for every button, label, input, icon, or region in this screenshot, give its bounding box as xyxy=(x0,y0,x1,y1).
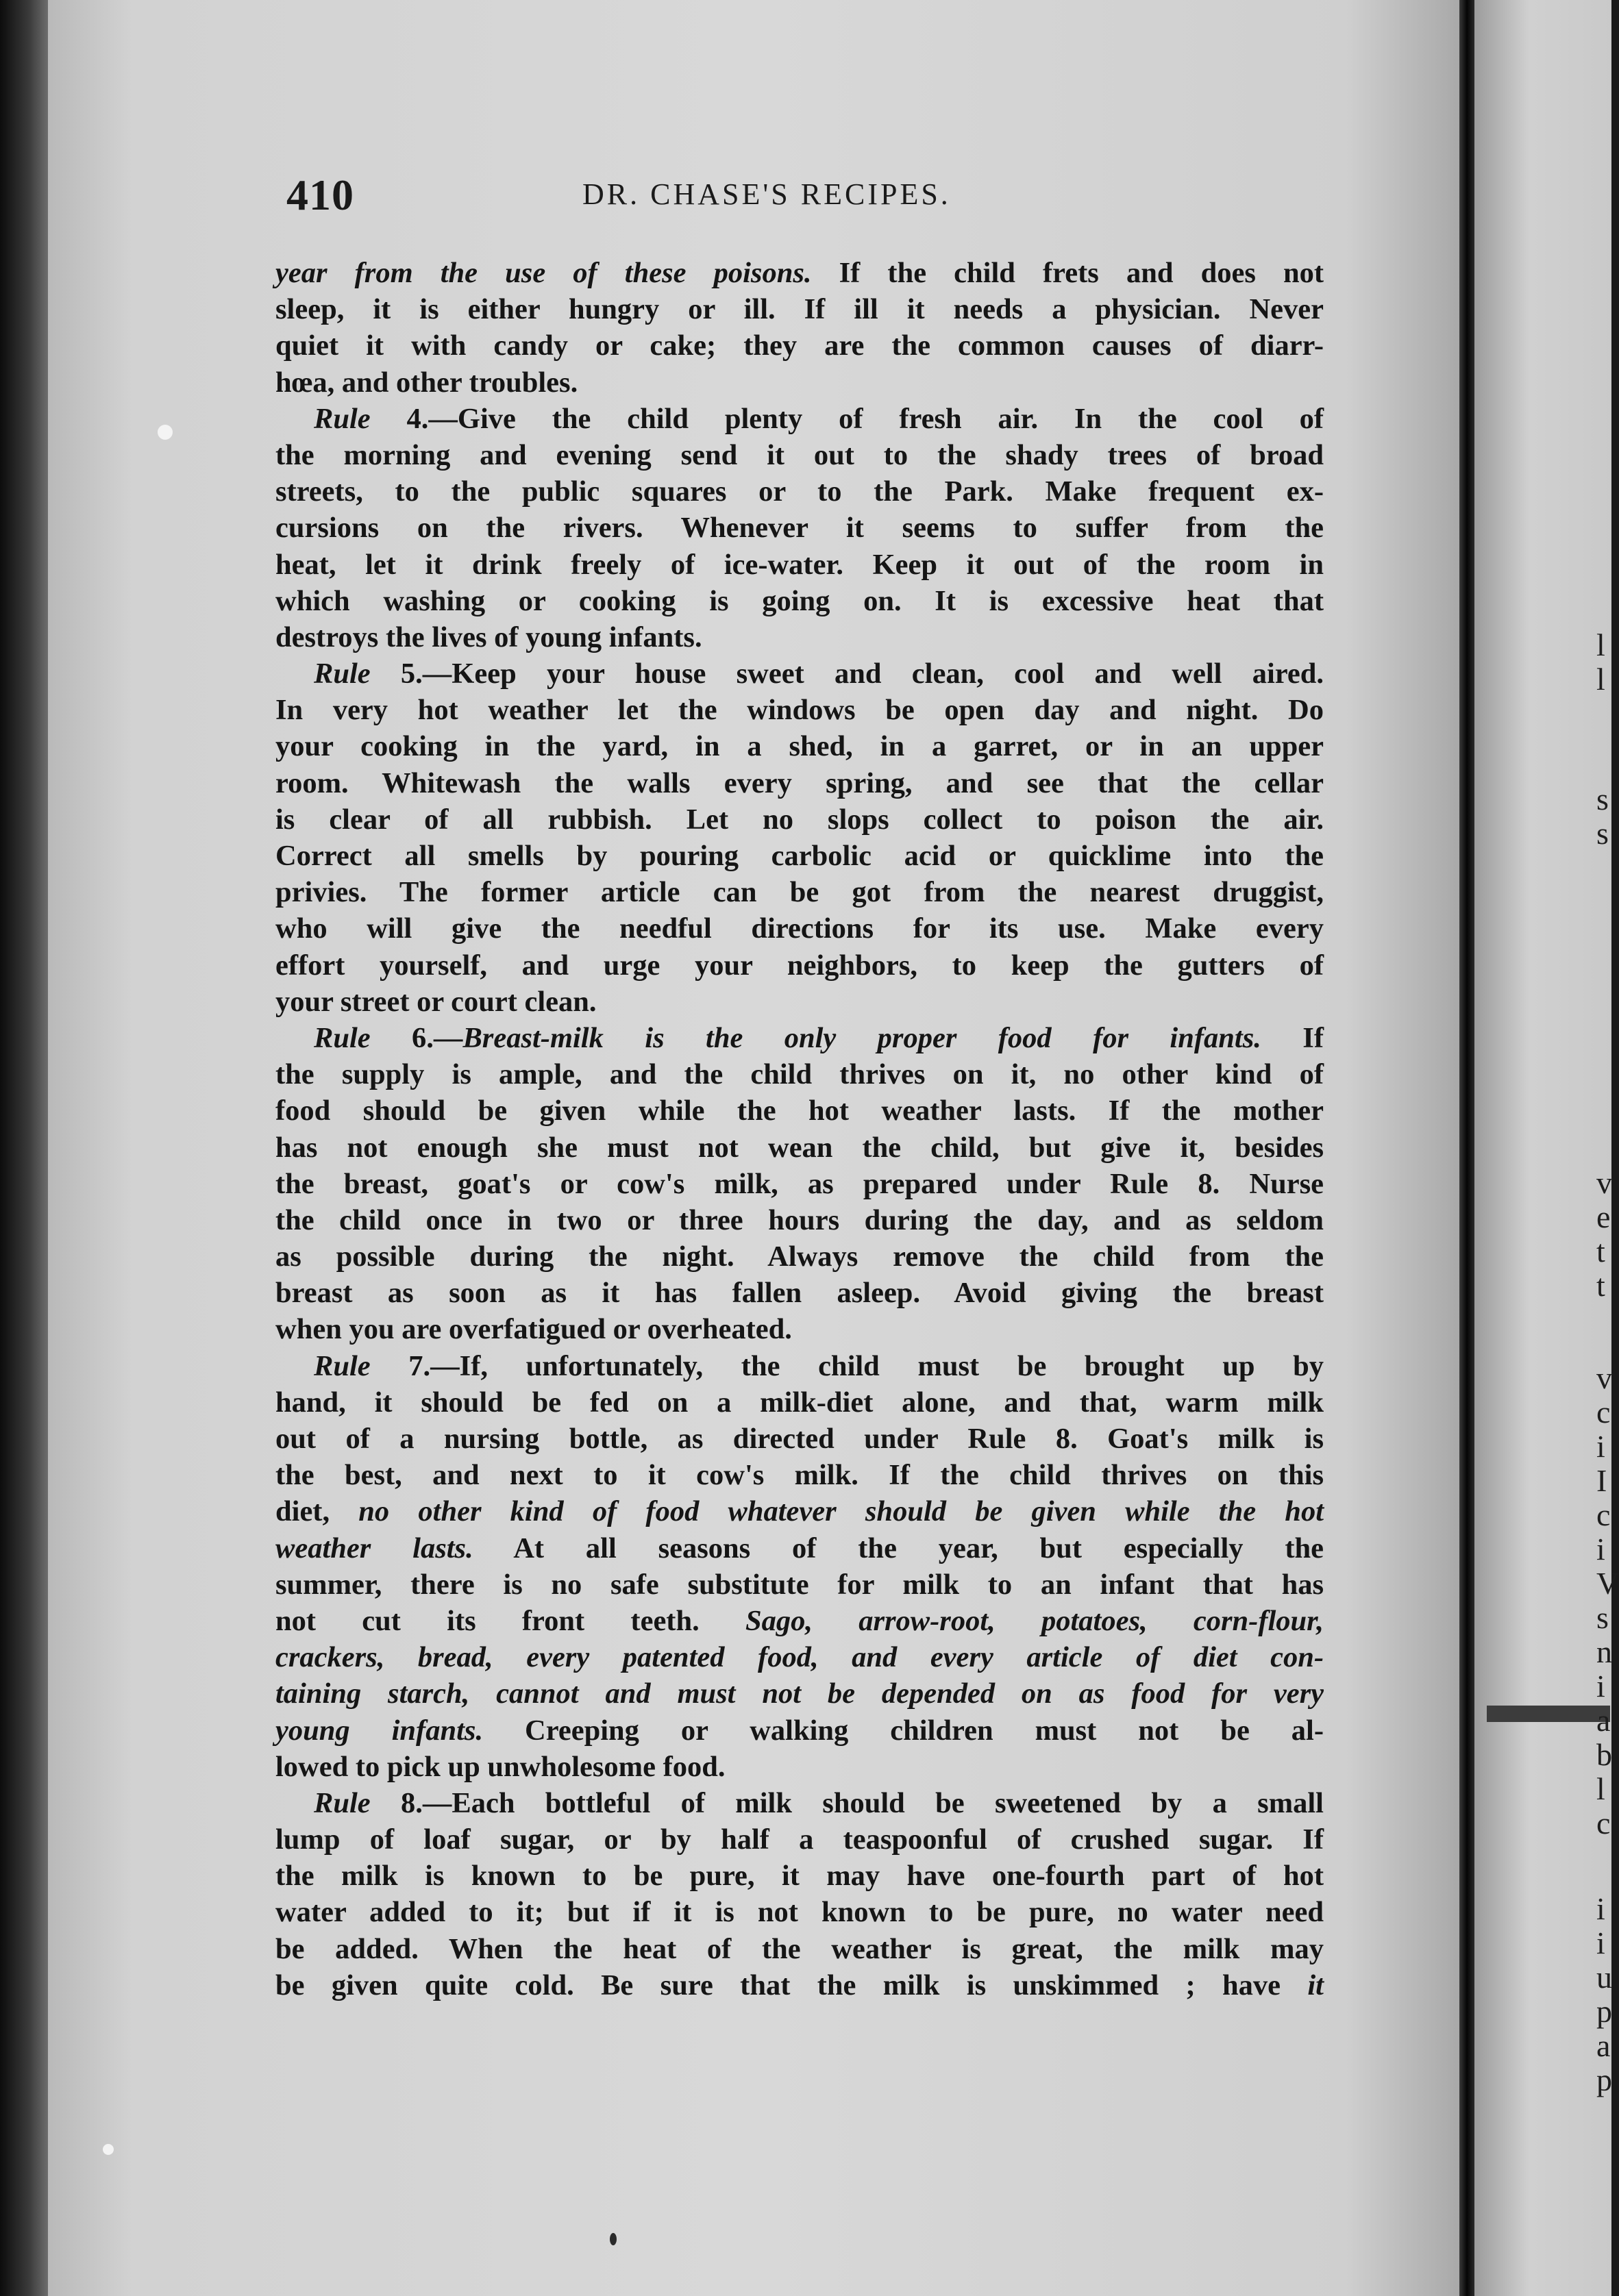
text-segment: food should be given while the hot weather lasts. If the mother xyxy=(275,1095,1324,1127)
adjacent-page-letter: l xyxy=(1596,627,1605,662)
text-segment: the best, and next to it cow's milk. If the child thrives on this xyxy=(275,1459,1324,1492)
text-segment: is clear of all rubbish. Let no slops collect to poison the air. xyxy=(275,803,1324,836)
text-segment: the milk is known to be pure, it may have one-fourth part of hot xyxy=(275,1860,1324,1893)
text-line xyxy=(275,1712,1324,1749)
text-segment: 8.—Each bottleful of milk should be sweetened by a small xyxy=(370,1786,1324,1819)
italic-text-segment: Rule xyxy=(314,1786,371,1819)
adjacent-page-letter: a xyxy=(1596,1703,1611,1738)
text-line xyxy=(275,1093,1324,1129)
text-line xyxy=(275,1457,1324,1493)
text-line xyxy=(275,1821,1324,1858)
adjacent-page-letter: v xyxy=(1596,1360,1612,1395)
text-line xyxy=(275,1166,1324,1202)
text-line xyxy=(275,364,1324,401)
text-segment: room. Whitewash the walls every spring, and see that the cellar xyxy=(275,766,1324,799)
text-segment: If the child frets and does not xyxy=(811,257,1324,289)
adjacent-page-letter: i xyxy=(1596,1669,1605,1704)
text-line xyxy=(275,1421,1324,1457)
text-segment: hœa, and other troubles. xyxy=(275,366,578,399)
adjacent-page-letter: e xyxy=(1596,1199,1611,1234)
text-line xyxy=(275,327,1324,364)
text-segment: destroys the lives of young infants. xyxy=(275,621,702,653)
adjacent-page-letter: i xyxy=(1596,1532,1605,1567)
adjacent-page-letter: s xyxy=(1596,782,1609,816)
text-line xyxy=(275,1493,1324,1530)
text-segment: 7.—If, unfortunately, the child must be brought up by xyxy=(370,1349,1324,1382)
text-segment: breast as soon as it has fallen asleep. Avoid giving the breast xyxy=(275,1277,1324,1310)
text-segment: heat, let it drink freely of ice-water. Keep it out of the room in xyxy=(275,548,1324,581)
text-segment: has not enough she must not wean the child, but give it, besides xyxy=(275,1131,1324,1164)
text-segment: At all seasons of the year, but especially the xyxy=(473,1532,1324,1564)
text-segment: out of a nursing bottle, as directed under Rule 8. Goat's milk is xyxy=(275,1423,1324,1455)
page-number: 410 xyxy=(286,171,354,219)
running-head: DR. CHASE'S RECIPES. xyxy=(582,177,951,211)
binding-edge-left xyxy=(0,0,48,2296)
text-line xyxy=(275,728,1324,764)
adjacent-page-letter: v xyxy=(1596,1165,1612,1200)
text-line xyxy=(275,1311,1324,1347)
italic-text-segment: taining starch, cannot and must not be depended on as food for very xyxy=(275,1677,1324,1710)
adjacent-page-letter: p xyxy=(1596,1994,1612,2029)
text-line xyxy=(275,1894,1324,1930)
text-segment: 4.—Give the child plenty of fresh air. In the cool of xyxy=(370,402,1324,435)
adjacent-page-letter: s xyxy=(1596,816,1609,851)
text-line xyxy=(275,984,1324,1020)
text-segment: the morning and evening send it out to the shady trees of broad xyxy=(275,438,1324,471)
adjacent-page-letter: n xyxy=(1596,1634,1612,1669)
text-segment: Correct all smells by pouring carbolic acid or quicklime into the xyxy=(275,840,1324,872)
text-line xyxy=(275,947,1324,984)
text-segment: diet, xyxy=(275,1495,359,1528)
italic-text-segment: young infants. xyxy=(275,1714,484,1747)
adjacent-page-letter: c xyxy=(1596,1806,1611,1840)
text-line xyxy=(275,547,1324,583)
text-line xyxy=(275,1348,1324,1384)
text-line xyxy=(275,1675,1324,1712)
text-segment: when you are overfatigued or overheated. xyxy=(275,1313,792,1346)
text-line xyxy=(275,765,1324,801)
text-line xyxy=(275,473,1324,510)
adjacent-page-letter: i xyxy=(1596,1925,1605,1960)
text-segment: the child once in two or three hours during the day, and as seldom xyxy=(275,1203,1324,1236)
text-segment: the supply is ample, and the child thrives on it, no other kind of xyxy=(275,1058,1324,1091)
adjacent-page-letter: l xyxy=(1596,1771,1605,1806)
italic-text-segment: Rule xyxy=(314,1021,371,1054)
text-line xyxy=(275,1020,1324,1056)
text-line xyxy=(275,510,1324,546)
text-line xyxy=(275,255,1324,291)
adjacent-page-letter: c xyxy=(1596,1395,1611,1430)
text-segment: your street or court clean. xyxy=(275,985,597,1018)
text-segment: quiet it with candy or cake; they are the common causes of diarr- xyxy=(275,329,1324,362)
adjacent-page-letter: s xyxy=(1596,1600,1609,1635)
text-segment: 6.— xyxy=(370,1021,463,1054)
text-line xyxy=(275,1785,1324,1821)
italic-text-segment: Rule xyxy=(314,402,371,435)
text-segment: privies. The former article can be got from the nearest druggist, xyxy=(275,876,1324,909)
italic-text-segment: no other kind of food whatever should be given while the hot xyxy=(358,1495,1324,1528)
page-header xyxy=(274,170,1315,219)
text-line xyxy=(275,401,1324,437)
adjacent-page-letters xyxy=(1487,0,1619,2296)
text-line xyxy=(275,692,1324,728)
adjacent-page-letter: V xyxy=(1596,1566,1619,1601)
text-segment: water added to it; but if it is not known to be pure, no water need xyxy=(275,1896,1324,1929)
italic-text-segment: Sago, arrow-root, potatoes, corn-flour, xyxy=(745,1604,1324,1637)
text-segment: hand, it should be fed on a milk-diet alone, and that, warm milk xyxy=(275,1386,1324,1419)
text-segment: If xyxy=(1261,1021,1324,1054)
adjacent-page-letter: b xyxy=(1596,1737,1612,1772)
text-segment: streets, to the public squares or to the Park. Make frequent ex- xyxy=(275,475,1324,508)
text-line xyxy=(275,1238,1324,1275)
book-gutter xyxy=(1459,0,1474,2296)
text-line xyxy=(275,1202,1324,1238)
text-line xyxy=(275,1275,1324,1311)
text-segment: be given quite cold. Be sure that the milk is unskimmed ; have xyxy=(275,1969,1308,2001)
adjacent-page-letter: a xyxy=(1596,2028,1611,2063)
page-body-text xyxy=(275,255,1324,2004)
text-line xyxy=(275,1639,1324,1675)
text-line xyxy=(275,1749,1324,1785)
italic-text-segment: Rule xyxy=(314,1349,371,1382)
adjacent-page-letter: I xyxy=(1596,1463,1607,1498)
text-segment: be added. When the heat of the weather is great, the milk may xyxy=(275,1932,1324,1965)
text-segment: not cut its front teeth. xyxy=(275,1604,745,1637)
text-line xyxy=(275,656,1324,692)
text-line xyxy=(275,1967,1324,2004)
text-line xyxy=(275,1384,1324,1421)
scan-speck xyxy=(103,2144,114,2155)
italic-text-segment: Breast-milk is the only proper food for infants. xyxy=(462,1021,1261,1054)
italic-text-segment: crackers, bread, every patented food, and every article of diet con- xyxy=(275,1641,1324,1674)
text-segment: sleep, it is either hungry or ill. If ill it needs a physician. Never xyxy=(275,293,1324,326)
adjacent-page-letter: t xyxy=(1596,1234,1605,1269)
adjacent-page-letter: i xyxy=(1596,1429,1605,1464)
text-segment: who will give the needful directions for its use. Make every xyxy=(275,912,1324,945)
text-line xyxy=(275,1056,1324,1093)
text-line xyxy=(275,801,1324,838)
italic-text-segment: Rule xyxy=(314,658,371,690)
text-segment: as possible during the night. Always remove the child from the xyxy=(275,1240,1324,1273)
text-segment: Creeping or walking children must not be al- xyxy=(483,1714,1324,1747)
text-line xyxy=(275,619,1324,656)
text-segment: lowed to pick up unwholesome food. xyxy=(275,1750,726,1783)
scan-speck xyxy=(610,2233,617,2245)
text-line xyxy=(275,1931,1324,1967)
adjacent-page-letter: i xyxy=(1596,1891,1605,1926)
text-line xyxy=(275,1858,1324,1894)
text-segment: effort yourself, and urge your neighbors, to keep the gutters of xyxy=(275,949,1324,982)
text-line xyxy=(275,1567,1324,1603)
text-segment: summer, there is no safe substitute for milk to an infant that has xyxy=(275,1568,1324,1601)
scan-speck xyxy=(158,425,173,440)
italic-text-segment: weather lasts. xyxy=(275,1532,473,1564)
text-line xyxy=(275,291,1324,327)
adjacent-page-letter: p xyxy=(1596,2062,1612,2097)
text-segment: the breast, goat's or cow's milk, as prepared under Rule 8. Nurse xyxy=(275,1167,1324,1200)
text-line xyxy=(275,838,1324,874)
text-segment: cursions on the rivers. Whenever it seems to suffer from the xyxy=(275,512,1324,545)
adjacent-page-rule xyxy=(1487,1706,1610,1722)
italic-text-segment: it xyxy=(1307,1969,1324,2001)
adjacent-page-letter: u xyxy=(1596,1960,1612,1995)
text-segment: which washing or cooking is going on. It is excessive heat that xyxy=(275,584,1324,617)
text-line xyxy=(275,1603,1324,1639)
text-line xyxy=(275,437,1324,473)
text-line xyxy=(275,1130,1324,1166)
italic-text-segment: year from the use of these poisons. xyxy=(275,257,812,289)
text-segment: 5.—Keep your house sweet and clean, cool and well aired. xyxy=(370,658,1324,690)
text-line xyxy=(275,1530,1324,1567)
adjacent-page-letter: t xyxy=(1596,1268,1605,1303)
text-line xyxy=(275,583,1324,619)
adjacent-page-letter: l xyxy=(1596,662,1605,697)
text-line xyxy=(275,874,1324,910)
text-line xyxy=(275,910,1324,947)
text-segment: lump of loaf sugar, or by half a teaspoonful of crushed sugar. If xyxy=(275,1823,1324,1856)
adjacent-page-letter: c xyxy=(1596,1497,1611,1532)
text-segment: In very hot weather let the windows be open day and night. Do xyxy=(275,694,1324,727)
text-segment: your cooking in the yard, in a shed, in a garret, or in an upper xyxy=(275,730,1324,763)
